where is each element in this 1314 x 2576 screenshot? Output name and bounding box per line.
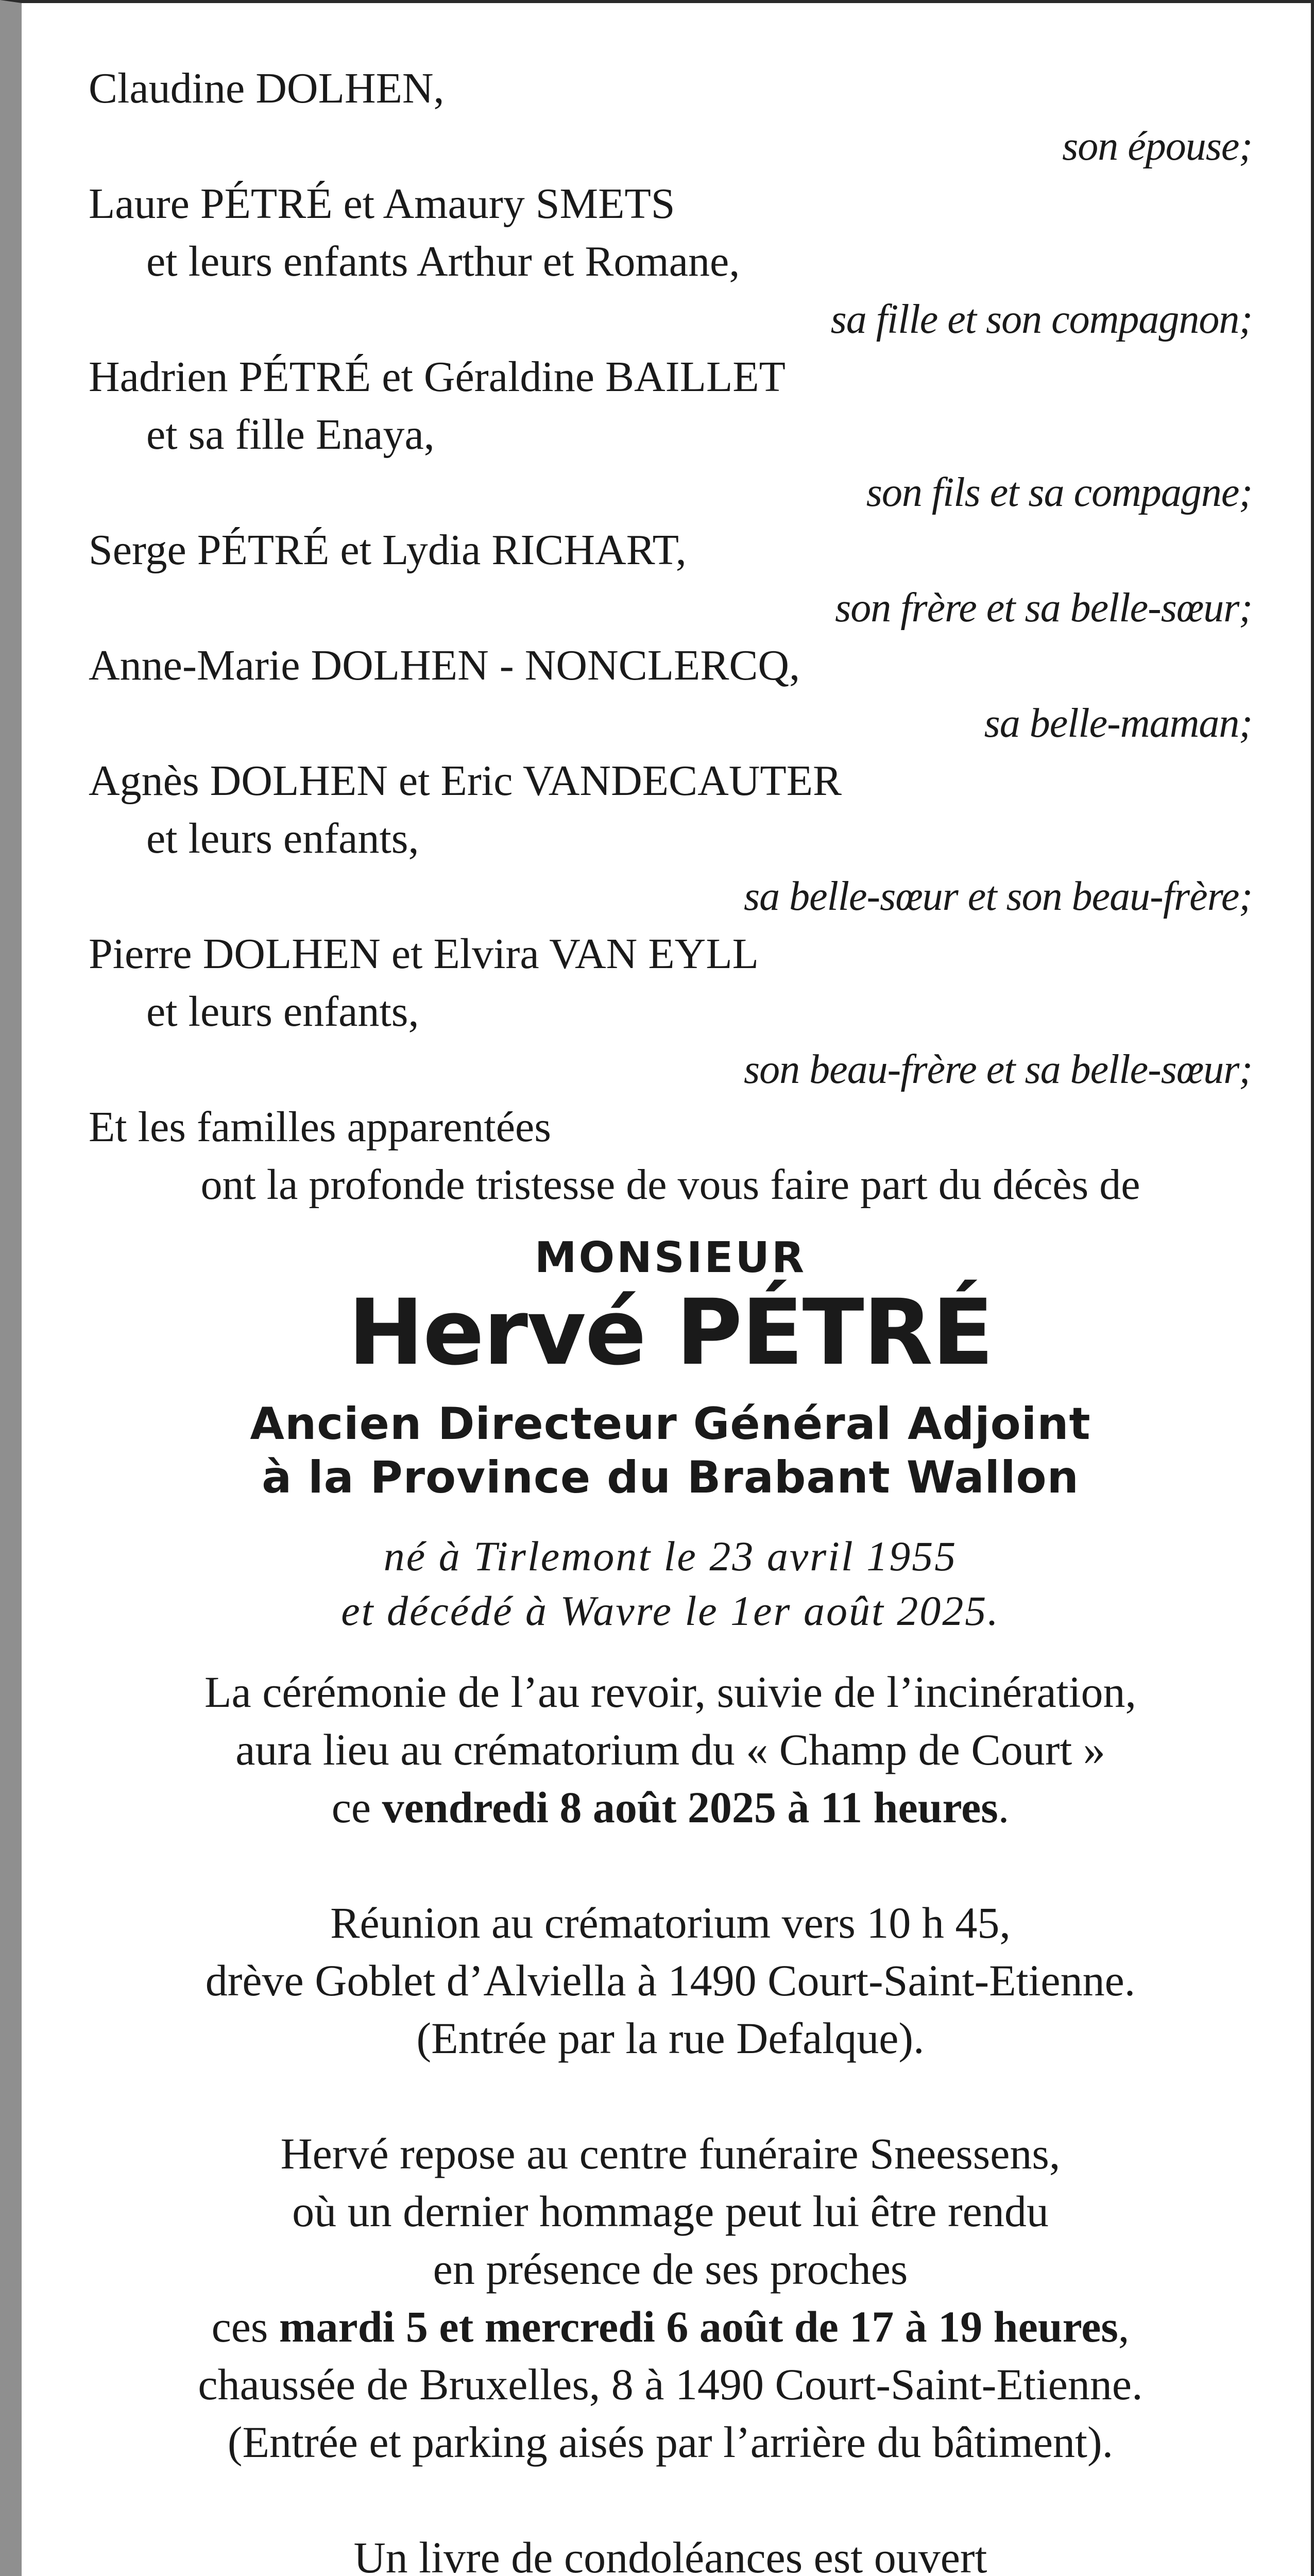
- family-member-role: son frère et sa belle-sœur;: [835, 585, 1252, 631]
- family-member-children: et leurs enfants,: [146, 815, 419, 862]
- rest-datetime: [89, 2298, 1252, 2355]
- ceremony-prefix: ce: [331, 1783, 382, 1832]
- family-member-role: sa fille et son compagnon;: [830, 297, 1252, 342]
- announcement-text: ont la profonde tristesse de vous faire part du décès de: [200, 1161, 1140, 1209]
- rest-date: mardi 5 et mercredi 6 août de 17 à 19 heures: [279, 2302, 1118, 2351]
- rest-block: [89, 2125, 1252, 2471]
- rest-parking: (Entrée et parking aisés par l’arrière du bâtiment).: [227, 2417, 1114, 2467]
- deceased-name: Hervé PÉTRÉ: [348, 1280, 993, 1385]
- ceremony-datetime: [89, 1778, 1252, 1836]
- ceremony-block: [89, 1663, 1252, 1836]
- family-member-name: Agnès DOLHEN et Eric VANDECAUTER: [89, 757, 842, 805]
- rest-line: en présence de ses proches: [433, 2244, 908, 2294]
- meeting-block: [89, 1894, 1252, 2067]
- ceremony-line: La cérémonie de l’au revoir, suivie de l’incinération,: [204, 1667, 1136, 1717]
- family-member-role: son épouse;: [1062, 124, 1252, 169]
- death-line: et décédé à Wavre le 1er août 2025.: [341, 1587, 1000, 1634]
- position-line: à la Province du Brabant Wallon: [262, 1452, 1079, 1503]
- family-member-children: et leurs enfants Arthur et Romane,: [146, 238, 740, 285]
- obituary-content: [89, 60, 1252, 2576]
- family-member-name: Laure PÉTRÉ et Amaury SMETS: [89, 180, 675, 228]
- ceremony-date: vendredi 8 août 2025 à 11 heures: [382, 1783, 998, 1832]
- family-member-role: son fils et sa compagne;: [866, 470, 1252, 515]
- birth-line: né à Tirlemont le 23 avril 1955: [383, 1533, 958, 1580]
- family-member-name: Hadrien PÉTRÉ et Géraldine BAILLET: [89, 353, 786, 401]
- condolences-block: [89, 2529, 1252, 2576]
- rest-line: où un dernier hommage peut lui être rendu: [292, 2187, 1049, 2236]
- families-line: Et les familles apparentées: [89, 1103, 551, 1151]
- family-list: [89, 60, 1252, 1156]
- position-block: [89, 1397, 1252, 1504]
- family-member-role: sa belle-sœur et son beau-frère;: [743, 874, 1252, 919]
- family-member-children: et leurs enfants,: [146, 988, 419, 1036]
- meeting-entrance: (Entrée par la rue Defalque).: [416, 2013, 925, 2063]
- rest-suffix: ,: [1118, 2302, 1130, 2351]
- family-member-role: son beau-frère et sa belle-sœur;: [743, 1047, 1252, 1092]
- position-line: Ancien Directeur Général Adjoint: [250, 1398, 1091, 1450]
- rest-address: chaussée de Bruxelles, 8 à 1490 Court-Saint-Etienne.: [198, 2360, 1143, 2409]
- ceremony-suffix: .: [998, 1783, 1010, 1832]
- rest-prefix: ces: [211, 2302, 279, 2351]
- family-member-name: Anne-Marie DOLHEN - NONCLERCQ,: [89, 641, 800, 689]
- honorific: MONSIEUR: [534, 1233, 807, 1282]
- family-member-role: sa belle-maman;: [984, 701, 1252, 746]
- dates-block: [89, 1529, 1252, 1638]
- rest-line: Hervé repose au centre funéraire Sneessens,: [280, 2129, 1061, 2178]
- family-member-name: Serge PÉTRÉ et Lydia RICHART,: [89, 526, 687, 574]
- family-member-name: Claudine DOLHEN,: [89, 64, 445, 112]
- family-member-children: et sa fille Enaya,: [146, 411, 435, 459]
- ceremony-line: aura lieu au crématorium du « Champ de Court »: [235, 1725, 1105, 1774]
- meeting-line: Réunion au crématorium vers 10 h 45,: [330, 1898, 1011, 1947]
- condolences-line: Un livre de condoléances est ouvert: [353, 2533, 987, 2576]
- family-member-name: Pierre DOLHEN et Elvira VAN EYLL: [89, 930, 759, 978]
- meeting-address: drève Goblet d’Alviella à 1490 Court-Saint-Etienne.: [205, 1956, 1136, 2005]
